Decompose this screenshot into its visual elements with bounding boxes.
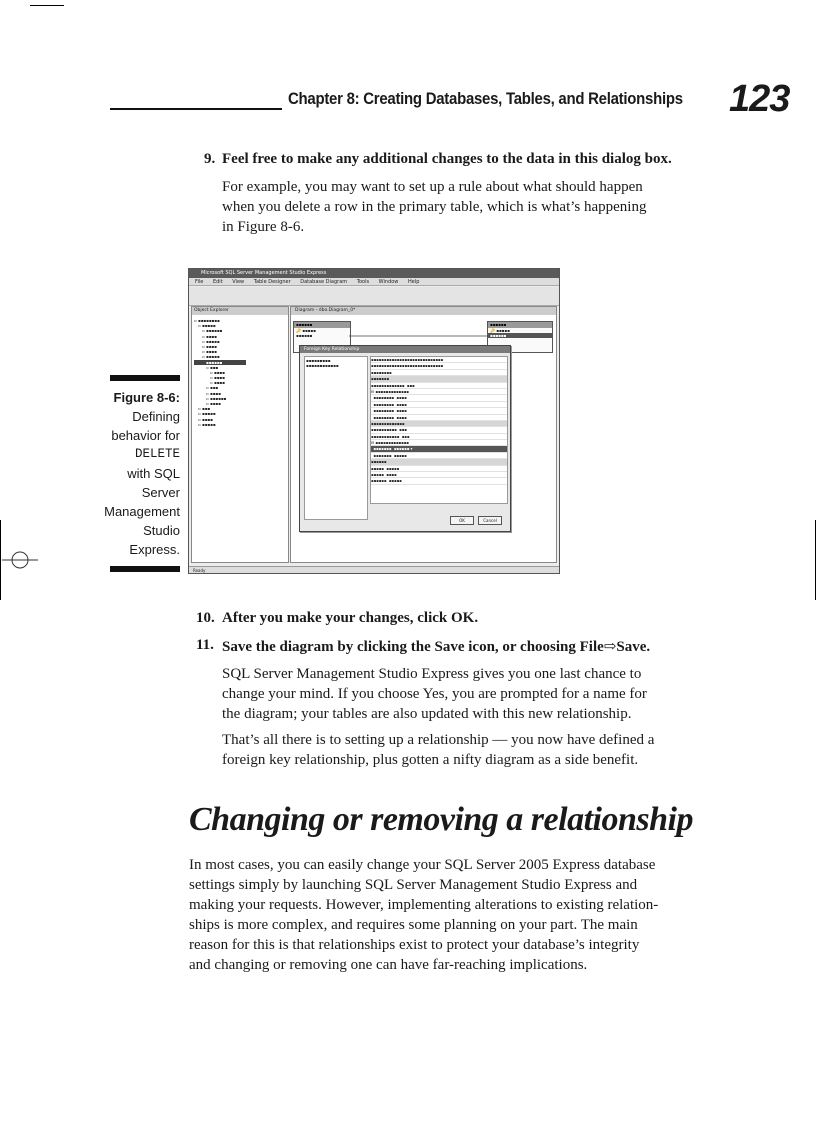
object-explorer xyxy=(191,306,289,563)
caption-line: behavior for xyxy=(111,428,180,443)
object-explorer-title: Object Explorer xyxy=(192,307,288,315)
menu-item[interactable]: View xyxy=(232,279,245,285)
diagram-table: ▪▪▪▪▪▪ 🔑 ▪▪▪▪▪ ▪▪▪▪▪▪ xyxy=(293,321,351,353)
object-tree: ▫ ▪▪▪▪▪▪▪▪ ▫ ▪▪▪▪▪ ▫ ▪▪▪▪▪▪ ▫ ▪▪▪▪ ▫ ▪▪▪▪▪ ▫ ▪▪▪▪ ▫ ▪▪▪▪ ▫ ▪▪▪▪▪ ▪▪▪▪▪▪ ▫ ▪▪▪ ▫ ▪▪▪▪ ▫ ▪▪▪▪ ▫ ▪▪▪▪ ▫ ▪▪▪ ▫ ▪▪▪▪ ▫ ▪▪▪▪▪▪ ▫ ▪▪▪▪ ▫ ▪▪▪ ▫ ▪▪▪▪▪ ▫ ▪▪▪▪ ▫ ▪▪▪▪▪ xyxy=(192,315,288,430)
line: For example, you may want to set up a rule about what should happen xyxy=(222,179,643,195)
menu-item[interactable]: Help xyxy=(407,279,420,285)
cancel-button[interactable]: Cancel xyxy=(478,516,502,525)
registration-mark-icon xyxy=(2,548,38,572)
paragraph xyxy=(222,177,646,237)
step-number: 9. xyxy=(204,151,216,167)
status-bar: Ready xyxy=(189,566,559,573)
caption-bar xyxy=(110,375,180,381)
header-rule xyxy=(110,108,282,110)
figure-screenshot xyxy=(188,268,560,574)
menu-item[interactable]: Edit xyxy=(212,279,223,285)
figure-caption xyxy=(104,388,180,559)
caption-line: Management xyxy=(104,504,180,519)
menu-item[interactable]: File xyxy=(195,279,204,285)
menu-item[interactable]: Tools xyxy=(356,279,370,285)
step-text: Save the diagram by clicking the Save icon, or choosing File⇨Save. xyxy=(222,639,651,655)
page-number: 123 xyxy=(729,78,790,120)
step-text: After you make your changes, click OK. xyxy=(222,610,479,626)
menu-item[interactable]: Table Designer xyxy=(253,279,291,285)
menu-item[interactable]: Window xyxy=(378,279,399,285)
caption-bar xyxy=(110,566,180,572)
line: and changing or removing one can have far-reaching implications. xyxy=(189,957,588,973)
paragraph xyxy=(222,730,654,770)
menu-item[interactable]: Database Diagram xyxy=(300,279,348,285)
line: foreign key relationship, plus gotten a nifty diagram as a side benefit. xyxy=(222,752,639,768)
step-number: 10. xyxy=(196,610,215,626)
line: when you delete a row in the primary table, which is what’s happening xyxy=(222,199,647,215)
caption-line: with SQL xyxy=(127,466,180,481)
foreign-key-dialog xyxy=(299,345,511,532)
caption-line: Studio xyxy=(143,523,180,538)
caption-line: Server xyxy=(141,485,180,500)
toolbar xyxy=(189,296,559,306)
section-heading: Changing or removing a relationship xyxy=(189,801,693,838)
line: making your requests. However, implementing alterations to existing relation- xyxy=(189,897,659,913)
line: SQL Server Management Studio Express gives you one last chance to xyxy=(222,666,642,682)
caption-code: DELETE xyxy=(134,447,180,461)
ok-button[interactable]: OK xyxy=(450,516,474,525)
line: the diagram; your tables are also updated with this new relationship. xyxy=(222,706,632,722)
menu-bar xyxy=(189,278,559,286)
crop-mark xyxy=(30,5,64,6)
caption-line: Express. xyxy=(129,542,180,557)
dialog-title: Foreign Key Relationship xyxy=(300,346,510,353)
figure-number: Figure 8-6: xyxy=(113,390,180,405)
step-number: 11. xyxy=(196,637,214,653)
line: in Figure 8-6. xyxy=(222,219,305,235)
line: reason for this is that relationships exist to protect your database’s integrity xyxy=(189,937,640,953)
window-title: Microsoft SQL Server Management Studio Express xyxy=(189,269,559,278)
property-grid: ▪▪▪▪▪▪▪▪▪▪▪▪▪▪▪▪▪▪▪▪▪▪▪▪▪▪▪▪ ▪▪▪▪▪▪▪▪▪▪▪▪▪▪▪▪▪▪▪▪▪▪▪▪▪▪▪▪ ▪▪▪▪▪▪▪▪ ▪▪▪▪▪▪▪ ▪▪▪▪▪▪▪▪▪▪▪▪▪ ▪▪▪ ⊟ ▪▪▪▪▪▪▪▪▪▪▪▪▪ ▪▪▪▪▪▪▪▪ ▪▪▪▪ ▪▪▪▪▪▪▪▪ ▪▪▪▪ ▪▪▪▪▪▪▪▪ ▪▪▪▪ ▪▪▪▪▪▪▪▪ ▪▪▪▪ ▪▪▪▪▪▪▪▪▪▪▪▪▪ ▪▪▪▪▪▪▪▪▪▪ ▪▪▪ ▪▪▪▪▪▪▪▪▪▪▪ ▪▪▪ ⊟ ▪▪▪▪▪▪▪▪▪▪▪▪▪ ▪▪▪▪▪▪▪ ▪▪▪▪▪▪ ▾ ▪▪▪▪▪▪▪ ▪▪▪▪▪ ▪▪▪▪▪▪ ▪▪▪▪▪ ▪▪▪▪▪ ▪▪▪▪▪ ▪▪▪▪ ▪▪▪▪▪▪ ▪▪▪▪▪ xyxy=(370,356,508,504)
paragraph xyxy=(189,855,658,975)
diagram-tab[interactable]: Diagram - dbo.Diagram_0* xyxy=(291,307,556,315)
line: settings simply by launching SQL Server Management Studio Express and xyxy=(189,877,638,893)
chapter-title: Chapter 8: Creating Databases, Tables, and Relationships xyxy=(288,89,683,108)
line: change your mind. If you choose Yes, you are prompted for a name for xyxy=(222,686,647,702)
line: In most cases, you can easily change your SQL Server 2005 Express database xyxy=(189,857,656,873)
diagram-table: ▪▪▪▪▪▪ 🔑 ▪▪▪▪▪ ▪▪▪▪▪▪ xyxy=(487,321,553,353)
line: ships is more complex, and requires some planning on your part. The main xyxy=(189,917,638,933)
line: That’s all there is to setting up a relationship — you now have defined a xyxy=(222,732,655,748)
step-text: Feel free to make any additional changes to the data in this dialog box. xyxy=(222,151,672,167)
caption-line: Defining xyxy=(132,409,180,424)
crop-mark xyxy=(0,520,1,600)
paragraph xyxy=(222,664,647,724)
relationship-list[interactable]: ▪▪▪▪▪▪▪▪▪ ▪▪▪▪▪▪▪▪▪▪▪▪ xyxy=(304,356,368,520)
